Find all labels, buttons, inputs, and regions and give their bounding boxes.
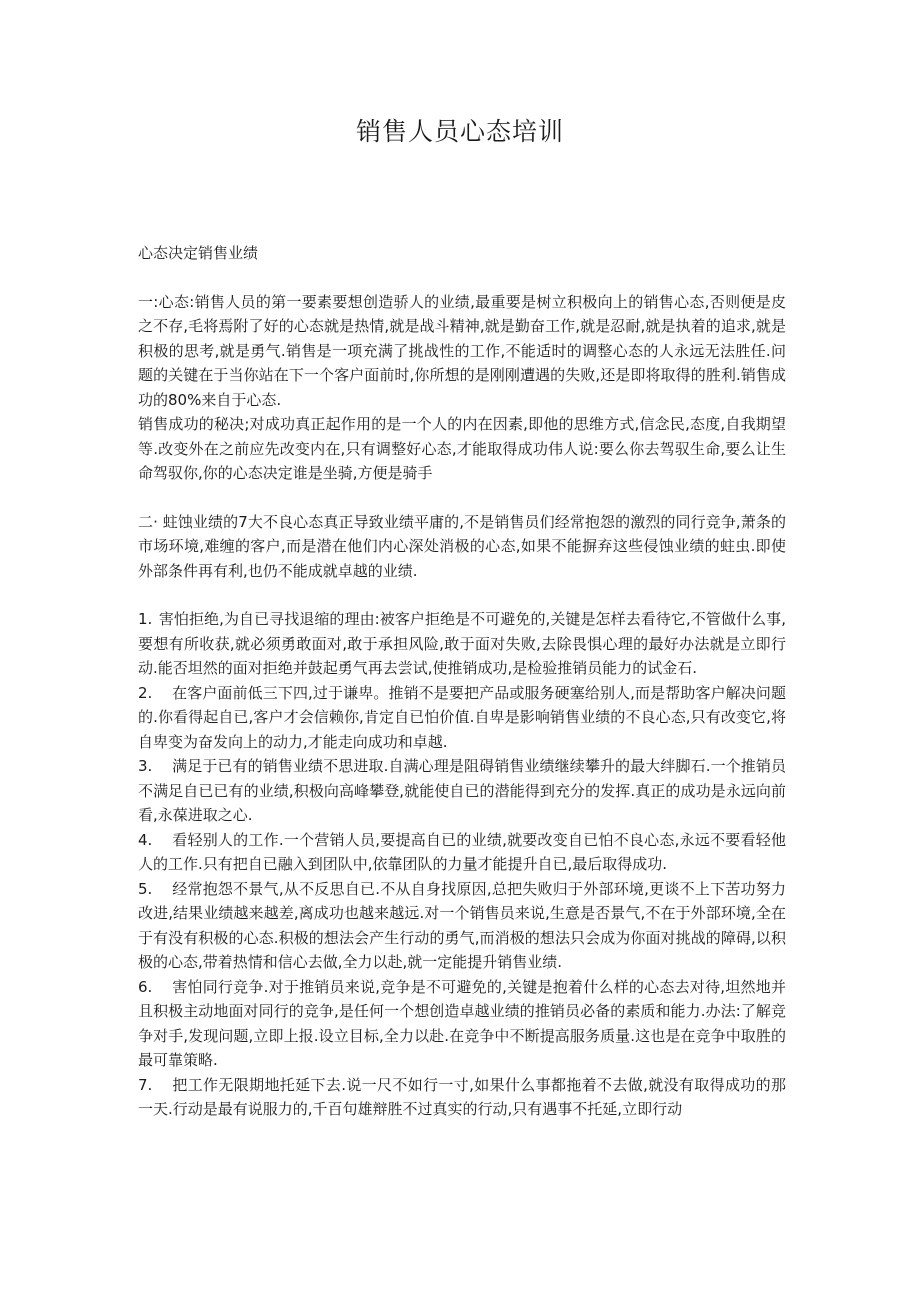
- list-item-number: 2.: [138, 683, 153, 702]
- list-item-number: 4.: [138, 830, 153, 849]
- spacer: [138, 266, 786, 290]
- spacer: [138, 583, 786, 607]
- section1-paragraph: 一:心态:销售人员的第一要素要想创造骄人的业绩,最重要是树立积极向上的销售心态,否则便是皮之不存,毛将焉附了好的心态就是热情,就是战斗精神,就是勤奋工作,就是忍耐,就是执着的追求,就是积极的思考,就是勇气.销售是一项充满了挑战性的工作,不能适时的调整心态的人永远无法胜任.问题的关键在于当你站在下一个客户面前时,你所想的是刚刚遭遇的失败,还是即将取得的胜利.销售成功的80%来自于心态.: [138, 292, 786, 409]
- list-item: [138, 877, 786, 975]
- spacer: [138, 486, 786, 510]
- list-item-text: 把工作无限期地托延下去.说一尺不如行一寸,如果什么事都拖着不去做,就没有取得成功的那一天.行动是最有说服力的,千百句雄辩胜不过真实的行动,只有遇事不托延,立即行动: [138, 1075, 786, 1118]
- list-item-number: 1.: [138, 610, 153, 628]
- list-item-text: 在客户面前低三下四,过于谦卑。推销不是要把产品或服务硬塞给别人,而是帮助客户解决问题的.你看得起自已,客户才会信赖你,肯定自已怕价值.自卑是影响销售业绩的不良心态,只有改变它,将自卑变为奋发向上的动力,才能走向成功和卓越.: [138, 683, 786, 751]
- list-item-text: 害怕拒绝,为自已寻找退缩的理由:被客户拒绝是不可避免的,关键是怎样去看待它,不管做什么事,要想有所收获,就必须勇敢面对,敢于承担风险,敢于面对失败,去除畏惧心理的最好办法就是立即行动.能否坦然的面对拒绝并鼓起勇气再去尝试,使推销成功,是检验推销员能力的试金石.: [138, 610, 786, 677]
- list-item-number: 3.: [138, 757, 153, 775]
- list-item-text: 看轻别人的工作.一个营销人员,要提高自已的业绩,就要改变自已怕不良心态,永远不要看轻他人的工作.只有把自已融入到团队中,依靠团队的力量才能提升自已,最后取得成功.: [138, 830, 786, 873]
- list-item: [138, 1073, 786, 1122]
- list-item-number: 5.: [138, 879, 153, 898]
- section1-paragraph: 销售成功的秘决;对成功真正起作用的是一个人的内在因素,即他的思维方式,信念民,态度,自我期望等.改变外在之前应先改变内在,只有调整好心态,才能取得成功伟人说:要么你去驾驭生命,要么让生命驾驭你,你的心态决定谁是坐骑,方便是骑手: [138, 415, 786, 482]
- list-item: [138, 975, 786, 1073]
- list-item: [138, 607, 786, 681]
- list-item-text: 害怕同行竞争.对于推销员来说,竞争是不可避免的,关键是抱着什么样的心态去对待,坦然地并且积极主动地面对同行的竞争,是任何一个想创造卓越业绩的推销员必备的素质和能力.办法:了解竞争对手,发现问题,立即上报.设立目标,全力以赴.在竞争中不断提高服务质量.这也是在竞争中取胜的最可靠策略.: [138, 977, 786, 1069]
- list-item: [138, 681, 786, 755]
- subtitle: 心态决定销售业绩: [138, 244, 259, 262]
- list-item-number: 6.: [138, 977, 153, 996]
- list-item: [138, 828, 786, 877]
- section2-intro: 二· 蛀蚀业绩的7大不良心态真正导致业绩平庸的,不是销售员们经常抱怨的激烈的同行竞争,萧条的市场环境,难缠的客户,而是潜在他们内心深处消极的心态,如果不能摒弃这些侵蚀业绩的蛀虫.即使外部条件再有利,也仍不能成就卓越的业绩.: [138, 512, 786, 580]
- list-item: [138, 754, 786, 828]
- document-body: [138, 241, 786, 1122]
- document-title: 销售人员心态培训: [355, 117, 564, 146]
- list-item-text: 满足于已有的销售业绩不思进取.自满心理是阻碍销售业绩继续攀升的最大绊脚石.一个推销员不满足自已已有的业绩,积极向高峰攀登,就能使自已的潜能得到充分的发挥.真正的成功是永远向前看,永葆进取之心.: [138, 757, 786, 824]
- list-item-text: 经常抱怨不景气,从不反思自已.不从自身找原因,总把失败归于外部环境,更谈不上下苦功努力改进,结果业绩越来越差,离成功也越来越远.对一个销售员来说,生意是否景气,不在于外部环境,全在于有没有积极的心态.积极的想法会产生行动的勇气,而消极的想法只会成为你面对挑战的障碍,以积极的心态,带着热情和信心去做,全力以赴,就一定能提升销售业绩.: [138, 879, 786, 971]
- list-item-number: 7.: [138, 1075, 153, 1094]
